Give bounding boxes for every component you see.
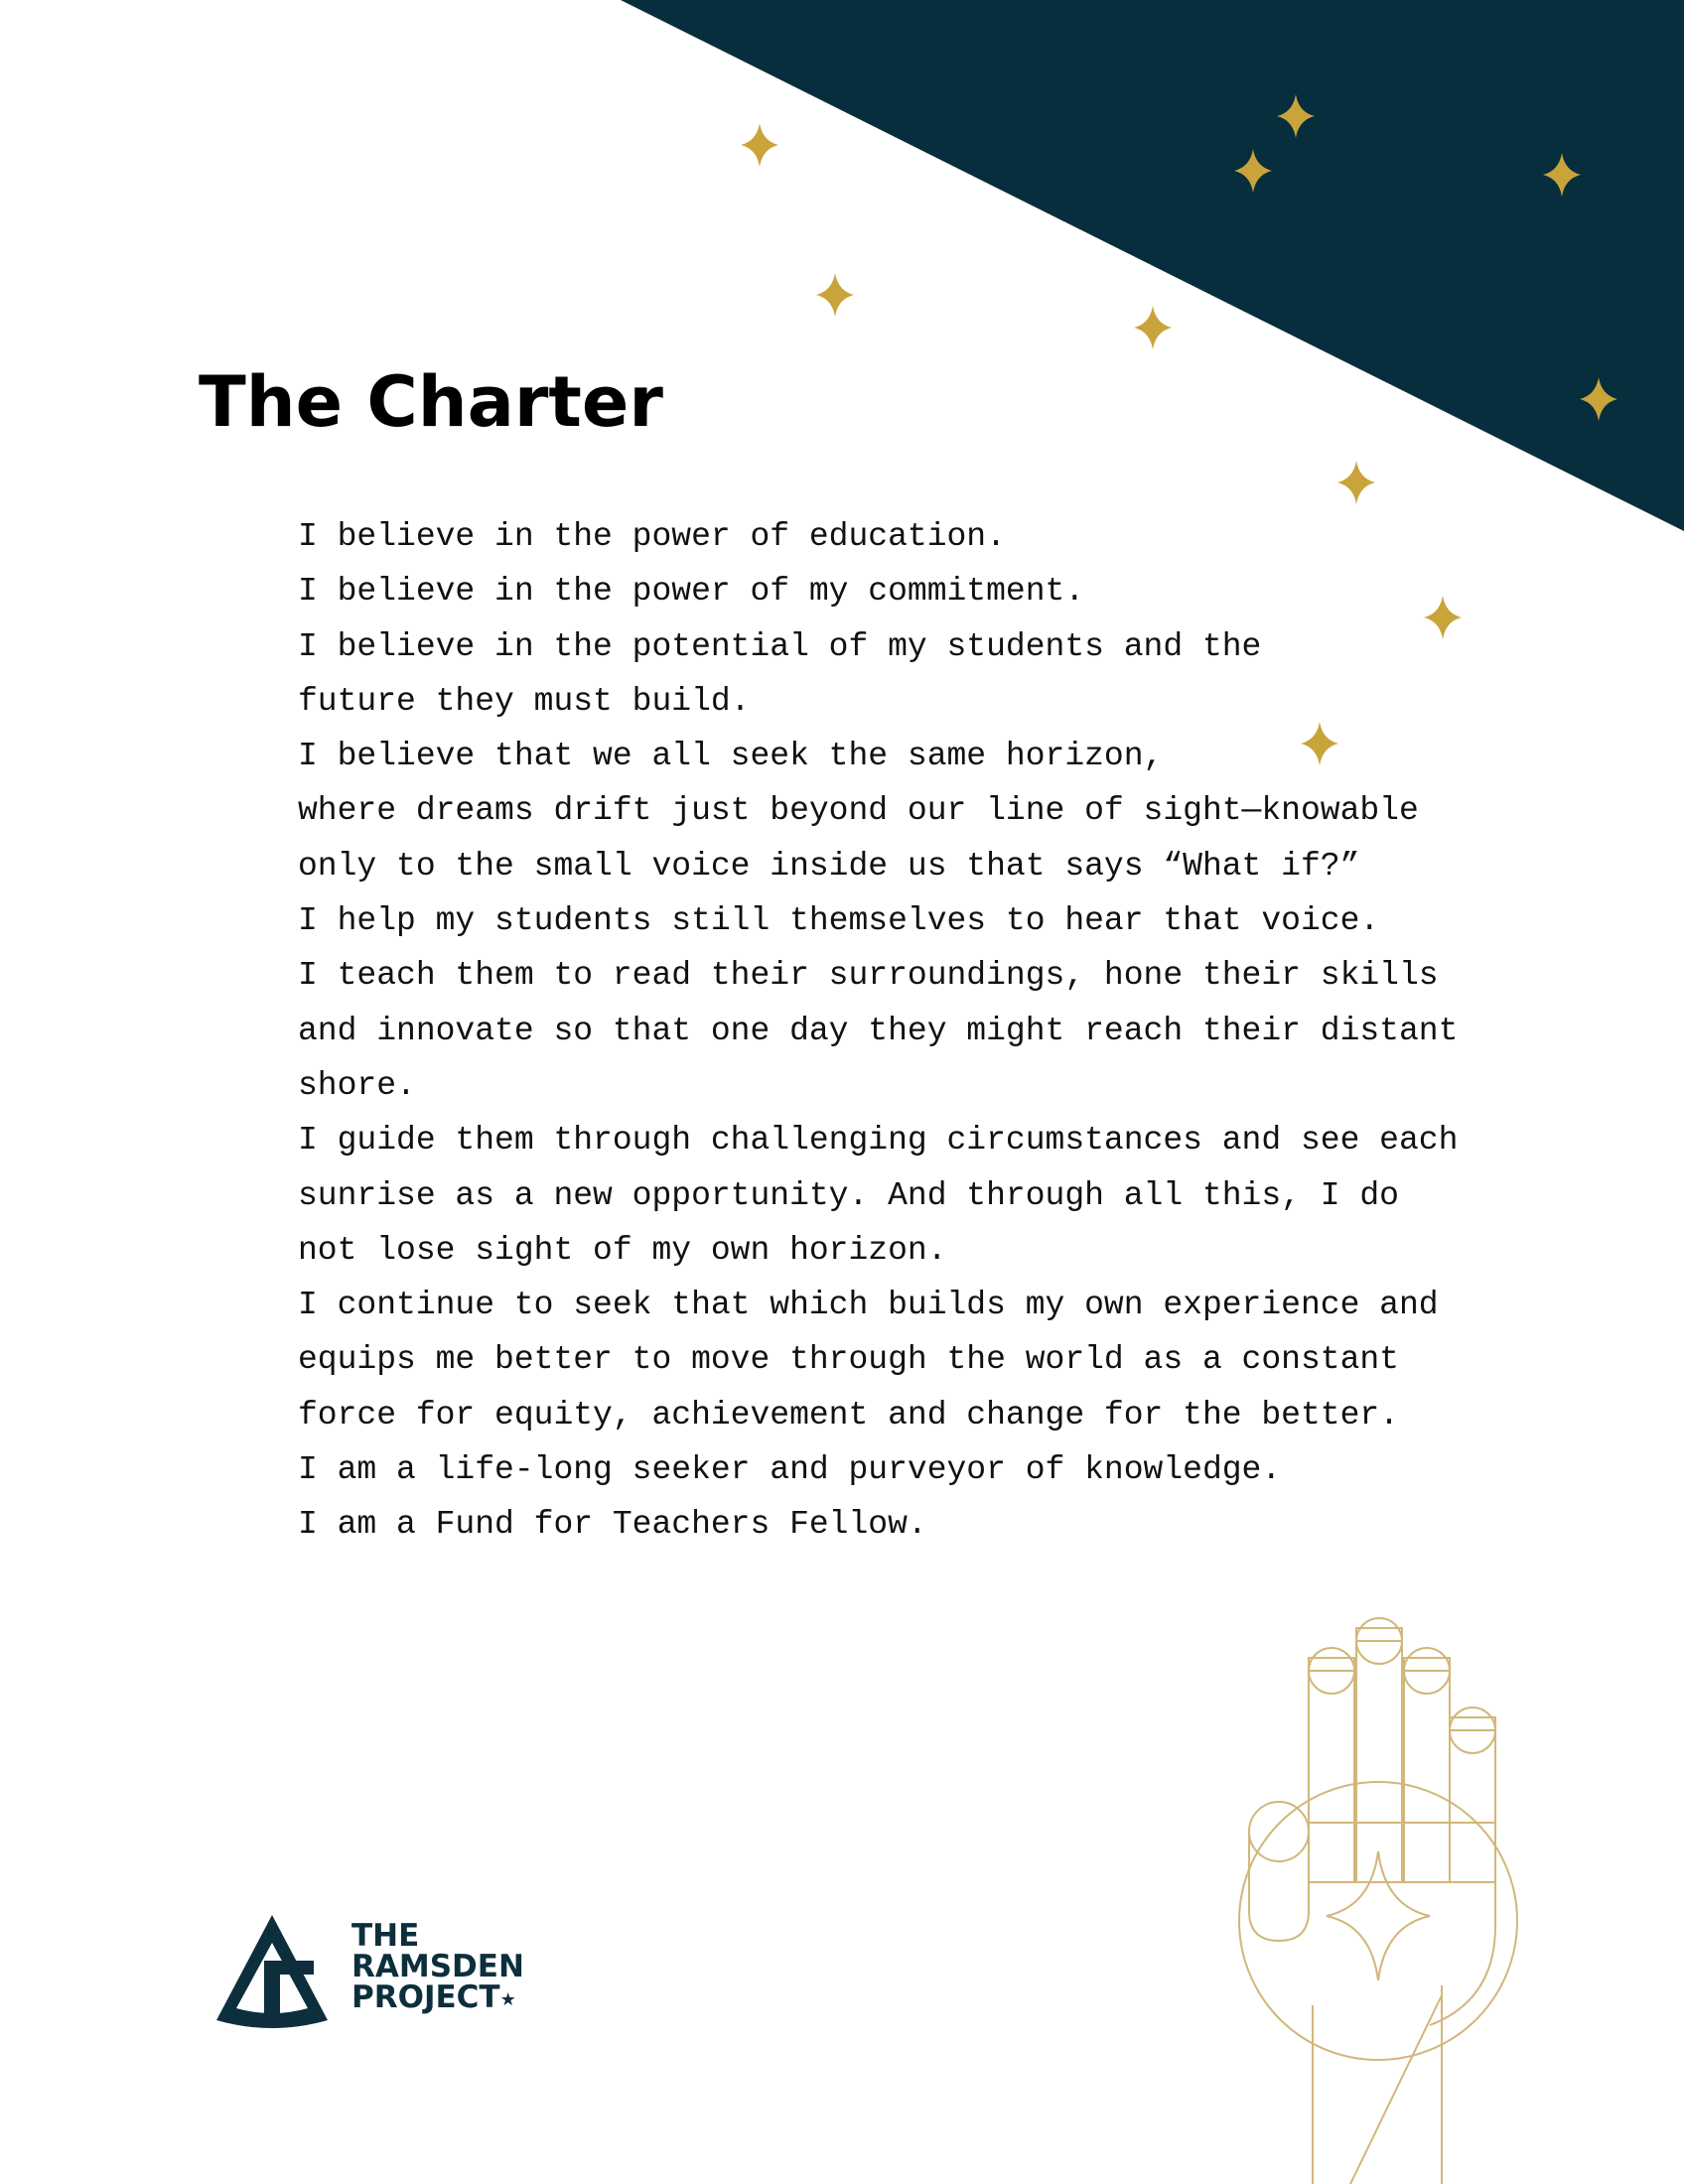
ramsden-project-logo — [212, 1911, 570, 2040]
logo-line-3-text: PROJECT — [351, 1979, 500, 2015]
logo-line-3 — [351, 1979, 524, 2015]
charter-line: I believe in the potential of my students and the — [298, 627, 1262, 665]
logo-star-icon: ★ — [499, 1989, 516, 2010]
navy-triangle — [621, 0, 1684, 531]
star-icon — [741, 123, 778, 167]
star-icon — [816, 273, 854, 317]
charter-line: I am a Fund for Teachers Fellow. — [298, 1506, 927, 1544]
charter-line: I believe in the power of my commitment. — [298, 573, 1085, 611]
charter-line: and innovate so that one day they might reach their distant — [298, 1012, 1459, 1049]
charter-line: I believe in the power of education. — [298, 518, 1006, 555]
charter-line: I believe that we all seek the same horizon, — [298, 738, 1164, 775]
charter-line: force for equity, achievement and change for the better. — [298, 1396, 1399, 1433]
page-title: The Charter — [199, 361, 663, 443]
raised-hand-icon — [1201, 1608, 1519, 2184]
charter-line: I am a life-long seeker and purveyor of knowledge. — [298, 1451, 1282, 1489]
logo-line-2: RAMSDEN — [351, 1949, 524, 1984]
charter-line: I guide them through challenging circumstances and see each — [298, 1122, 1459, 1160]
charter-line: I teach them to read their surroundings, hone their skills — [298, 957, 1439, 995]
logo-line-1: THE — [351, 1918, 420, 1954]
charter-line: equips me better to move through the world as a constant — [298, 1341, 1399, 1379]
charter-line: future they must build. — [298, 682, 751, 720]
logo-wordmark — [351, 1918, 524, 2015]
charter-line: I continue to seek that which builds my own experience and — [298, 1287, 1439, 1324]
charter-line: I help my students still themselves to hear that voice. — [298, 902, 1380, 940]
star-icon — [1337, 461, 1375, 504]
charter-text — [298, 509, 1489, 1553]
charter-line: shore. — [298, 1066, 416, 1104]
charter-line: where dreams drift just beyond our line of sight—knowable — [298, 792, 1419, 830]
charter-line: only to the small voice inside us that says “What if?” — [298, 847, 1360, 885]
star-icon — [1134, 306, 1172, 349]
charter-line: not lose sight of my own horizon. — [298, 1231, 947, 1269]
ramsden-triangle-logo-icon — [212, 1911, 332, 2035]
charter-line: sunrise as a new opportunity. And through all this, I do — [298, 1176, 1399, 1214]
